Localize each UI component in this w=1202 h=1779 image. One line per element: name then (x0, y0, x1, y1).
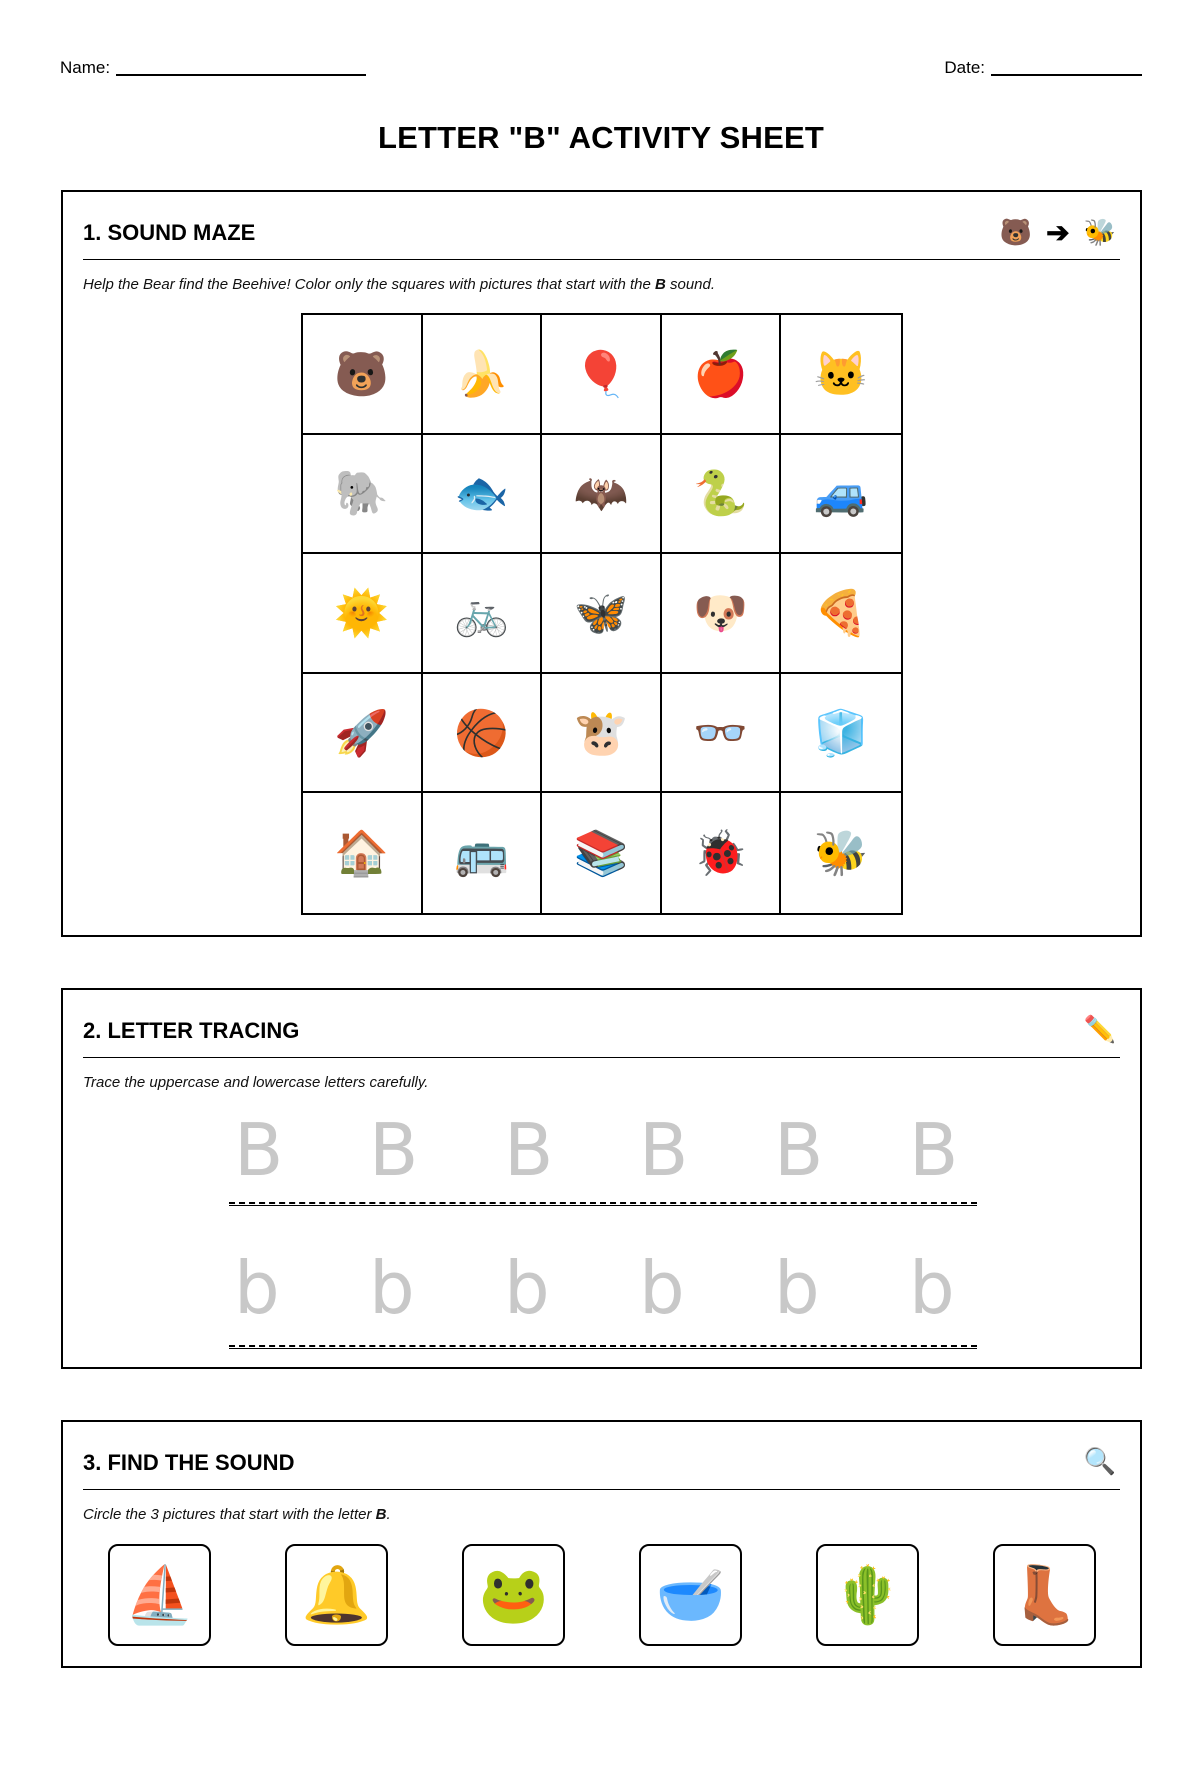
section-instruction: Circle the 3 pictures that start with the letter B. (83, 1506, 391, 1523)
section-header (83, 1448, 1120, 1490)
section-header (83, 218, 1120, 260)
apple-icon: 🍎 (693, 349, 748, 399)
maze-cell[interactable] (662, 674, 782, 794)
bear-icon: 🐻 (334, 349, 390, 399)
trace-baseline (229, 1202, 977, 1204)
date-line[interactable] (991, 60, 1142, 76)
picture-card-cactus[interactable] (816, 1544, 919, 1646)
maze-cell[interactable] (423, 793, 543, 913)
picture-card-frog[interactable] (462, 1544, 565, 1646)
trace-letter: b (504, 1246, 550, 1330)
maze-cell[interactable] (542, 315, 662, 435)
bell-icon: 🔔 (301, 1563, 372, 1626)
trace-letter: b (234, 1246, 280, 1330)
maze-cell[interactable] (303, 554, 423, 674)
trace-baseline (229, 1345, 977, 1347)
balloon-icon: 🎈 (573, 349, 629, 399)
section-find-the-sound (61, 1420, 1142, 1668)
sailboat-icon: ⛵ (124, 1563, 195, 1626)
maze-cell[interactable] (662, 435, 782, 555)
section-sound-maze (61, 190, 1142, 937)
house-icon: 🏠 (334, 829, 390, 879)
date-label: Date: (944, 58, 985, 77)
maze-cell[interactable] (781, 435, 901, 555)
bus-icon: 🚌 (453, 829, 509, 879)
boot-icon: 👢 (1009, 1563, 1080, 1626)
car-icon: 🚙 (813, 469, 869, 519)
basketball-icon: 🏀 (453, 708, 509, 758)
section-instruction: Help the Bear find the Beehive! Color only the squares with pictures that start with the B sound. (83, 276, 716, 293)
lowercase-trace-row[interactable] (229, 1246, 977, 1332)
maze-cell[interactable] (303, 435, 423, 555)
maze-cell[interactable] (303, 793, 423, 913)
butterfly-icon: 🦋 (573, 588, 629, 638)
cactus-icon: 🌵 (832, 1563, 903, 1626)
bat-icon: 🦇 (573, 469, 629, 519)
snake-icon: 🐍 (693, 469, 748, 519)
bee-icon: 🐝 (813, 829, 869, 879)
rocket-icon: 🚀 (334, 708, 390, 758)
maze-cell[interactable] (662, 554, 782, 674)
name-field[interactable] (60, 58, 366, 78)
pizza-icon: 🍕 (813, 588, 869, 638)
section-title: 2. LETTER TRACING (83, 1018, 300, 1043)
section-icons (1084, 1014, 1116, 1045)
section-title: 3. FIND THE SOUND (83, 1450, 295, 1475)
maze-grid (301, 313, 903, 915)
bowl-icon: 🥣 (655, 1563, 726, 1626)
maze-cell[interactable] (542, 674, 662, 794)
bicycle-icon: 🚲 (453, 588, 509, 638)
name-date-row (60, 58, 1142, 82)
section-title: 1. SOUND MAZE (83, 220, 256, 245)
ice-cube-icon: 🧊 (813, 708, 869, 758)
maze-cell[interactable] (781, 674, 901, 794)
section-instruction: Trace the uppercase and lowercase letters carefully. (83, 1074, 429, 1091)
trace-letter: b (639, 1246, 685, 1330)
uppercase-trace-row[interactable] (229, 1108, 977, 1194)
maze-goal-icons (1000, 216, 1116, 249)
trace-letter: b (369, 1246, 415, 1330)
books-icon: 📚 (573, 829, 629, 879)
sun-icon: 🌞 (334, 588, 390, 638)
trace-letter: B (774, 1108, 824, 1192)
trace-letter: B (639, 1108, 689, 1192)
maze-cell[interactable] (662, 315, 782, 435)
trace-letter: B (369, 1108, 419, 1192)
glasses-icon: 👓 (693, 708, 748, 758)
picture-card-bell[interactable] (285, 1544, 388, 1646)
picture-card-sailboat[interactable] (108, 1544, 211, 1646)
trace-letter: b (909, 1246, 955, 1330)
maze-cell[interactable] (303, 315, 423, 435)
picture-card-boot[interactable] (993, 1544, 1096, 1646)
frog-icon: 🐸 (478, 1563, 549, 1626)
page-title: LETTER "B" ACTIVITY SHEET (377, 120, 825, 155)
maze-cell[interactable] (542, 435, 662, 555)
trace-letter: B (504, 1108, 554, 1192)
maze-cell[interactable] (542, 554, 662, 674)
dog-icon: 🐶 (693, 588, 748, 638)
trace-letter: B (234, 1108, 284, 1192)
pencil-icon: ✏️ (1083, 1014, 1116, 1044)
magnifier-icon: 🔍 (1083, 1446, 1116, 1476)
elephant-icon: 🐘 (334, 469, 390, 519)
ladybug-icon: 🐞 (693, 829, 748, 879)
picture-card-bowl[interactable] (639, 1544, 742, 1646)
banana-icon: 🍌 (453, 349, 509, 399)
maze-cell[interactable] (662, 793, 782, 913)
fish-icon: 🐟 (453, 469, 509, 519)
cow-icon: 🐮 (573, 708, 629, 758)
arrow-right-icon: ➔ (1046, 217, 1070, 248)
maze-cell[interactable] (781, 554, 901, 674)
section-header (83, 1016, 1120, 1058)
name-line[interactable] (116, 60, 366, 76)
cat-icon: 🐱 (813, 349, 869, 399)
maze-cell[interactable] (423, 554, 543, 674)
section-letter-tracing (61, 988, 1142, 1369)
date-field[interactable] (944, 58, 1142, 78)
uppercase-letters (229, 1108, 1039, 1192)
maze-cell[interactable] (781, 793, 901, 913)
maze-cell[interactable] (423, 674, 543, 794)
bear-icon: 🐻 (999, 217, 1033, 247)
maze-cell[interactable] (423, 315, 543, 435)
maze-cell[interactable] (542, 793, 662, 913)
trace-letter: b (774, 1246, 820, 1330)
name-label: Name: (60, 58, 111, 77)
maze-cell[interactable] (303, 674, 423, 794)
section-icons (1084, 1446, 1116, 1477)
bee-icon: 🐝 (1083, 217, 1116, 247)
maze-cell[interactable] (423, 435, 543, 555)
picture-cards (108, 1544, 1096, 1646)
maze-cell[interactable] (781, 315, 901, 435)
lowercase-letters (229, 1246, 1039, 1330)
trace-letter: B (909, 1108, 959, 1192)
